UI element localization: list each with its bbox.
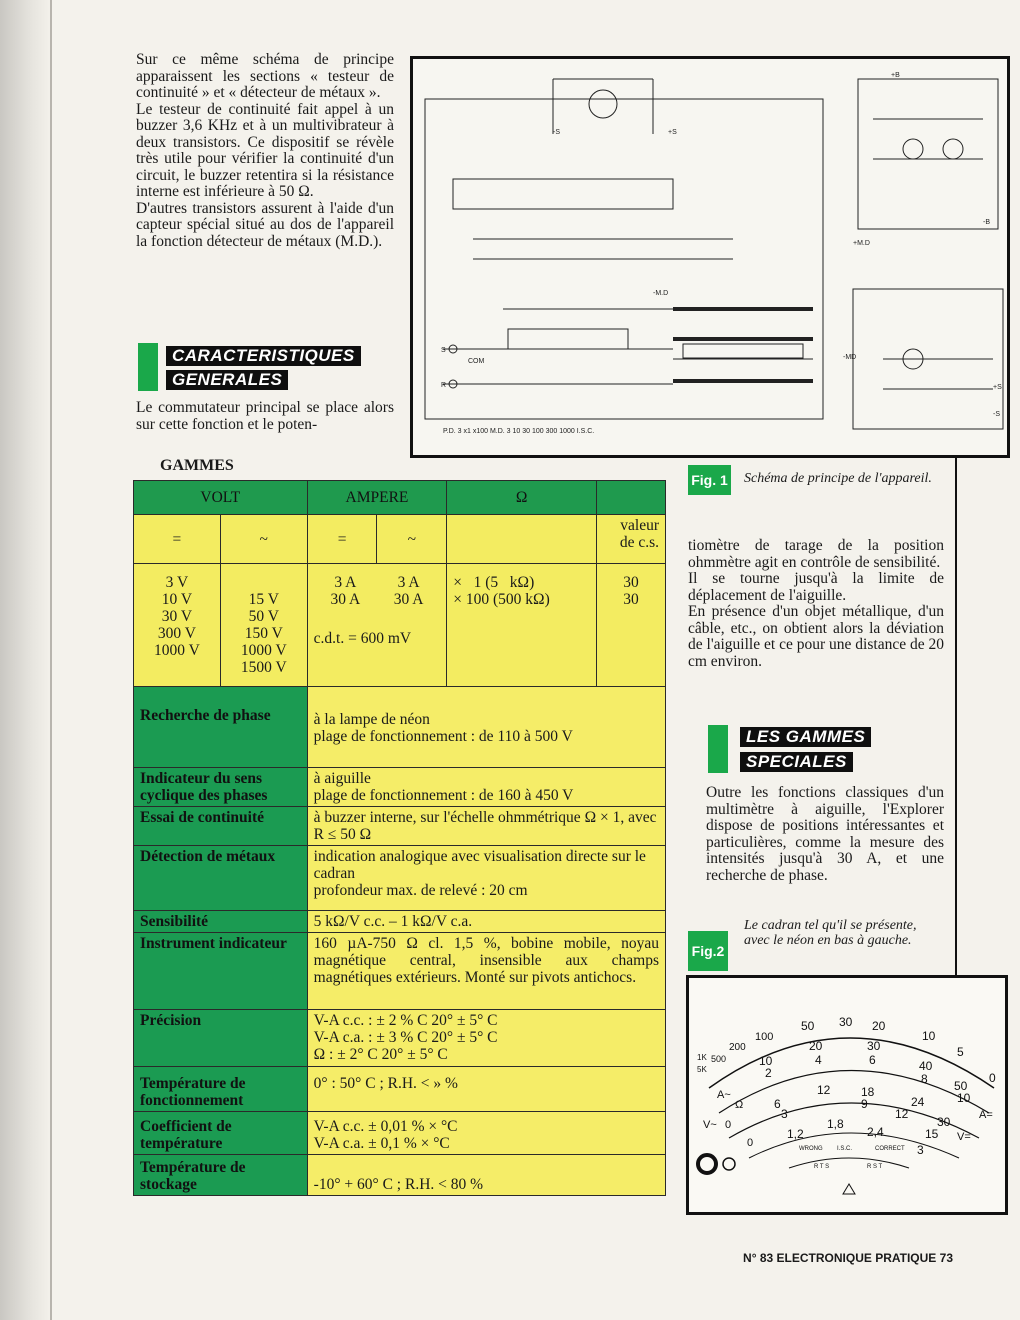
- dial-label: R T S: [814, 1164, 830, 1170]
- dial-label: CORRECT: [875, 1146, 905, 1152]
- paragraph: Sur ce même schéma de principe apparaissent les sections « testeur de continuité » et « détecteur de métaux ».: [136, 51, 394, 101]
- page-gutter: [50, 0, 52, 1320]
- schematic-label: -MD: [843, 354, 857, 361]
- row-value: à aiguille plage de fonctionnement : de 160 à 450 V: [307, 768, 665, 807]
- dial-label: 100: [755, 1031, 774, 1043]
- row-label: Sensibilité: [134, 911, 308, 933]
- paragraph: D'autres transistors assurent à l'aide d'un capteur spécial situé au dos de l'appareil la fonction détecteur de métaux (M.D.).: [136, 199, 394, 250]
- heading-line-1: CARACTERISTIQUES: [166, 346, 361, 366]
- row-value: 0° : 50° C ; R.H. < » %: [307, 1067, 665, 1112]
- schematic-label: -M.D: [653, 290, 669, 297]
- row-value: -10° + 60° C ; R.H. < 80 %: [307, 1155, 665, 1196]
- row-label: Détection de métaux: [134, 846, 308, 911]
- figure-1-tag: Fig. 1: [688, 465, 731, 495]
- header-cs: [597, 481, 666, 515]
- schematic-label: +B: [891, 72, 900, 79]
- heading-accent-bar: [138, 343, 158, 391]
- row-value: V-A c.c. : ± 2 % C 20° ± 5° C V-A c.a. : ± 3 % C 20° ± 5° C Ω : ± 2° C 20° ± 5° C: [307, 1010, 665, 1067]
- schematic-label: +M.D: [853, 240, 870, 247]
- dial-label: Ω: [735, 1099, 744, 1111]
- figure-2-dial: [686, 975, 1008, 1215]
- sub-a-dc: =: [307, 515, 377, 564]
- sub-ohm: [447, 515, 597, 564]
- schematic-label: +S: [993, 384, 1002, 391]
- heading-accent-bar: [708, 725, 728, 773]
- row-label: Essai de continuité: [134, 807, 308, 846]
- dial-label: 50: [954, 1079, 968, 1093]
- paragraph: Le commutateur principal se place alors sur cette fonction et le poten-: [136, 399, 394, 433]
- row-label: Recherche de phase: [134, 687, 308, 768]
- dial-label: 2,4: [867, 1125, 884, 1139]
- dial-label: 9: [861, 1097, 868, 1111]
- row-value: indication analogique avec visualisation directe sur le cadran profondeur max. de relevé : 20 cm: [307, 846, 665, 911]
- figure-2-tag: Fig.2: [688, 931, 728, 971]
- dial-label: 200: [729, 1042, 746, 1053]
- dial-label: 40: [919, 1059, 933, 1073]
- row-label: Température de fonctionnement: [134, 1067, 308, 1112]
- values-cdt: c.d.t. = 600 mV: [313, 630, 412, 647]
- heading-line-2: SPECIALES: [740, 752, 853, 772]
- values-a-dc: 3 A 30 A: [330, 574, 361, 608]
- schematic-label: S: [441, 347, 446, 354]
- row-label: Coefficient de température: [134, 1112, 308, 1155]
- dial-label: 8: [921, 1072, 928, 1086]
- dial-label: 3: [781, 1107, 788, 1121]
- dial-label: 0: [747, 1137, 754, 1149]
- values-cs: 30 30: [597, 564, 666, 687]
- figure-frame-line: [955, 456, 957, 976]
- sub-v-ac: ~: [220, 515, 307, 564]
- dial-label: 10: [922, 1029, 936, 1043]
- row-value: 5 kΩ/V c.c. – 1 kΩ/V c.a.: [307, 911, 665, 933]
- dial-label: 500: [711, 1054, 727, 1064]
- dial-label: 4: [815, 1053, 822, 1067]
- schematic-label: R: [441, 382, 447, 389]
- schematic-label: -B: [983, 219, 990, 226]
- row-label: Instrument indicateur: [134, 933, 308, 1010]
- dial-label: 50: [801, 1019, 815, 1033]
- header-ohm: Ω: [447, 481, 597, 515]
- column-1-text: [136, 52, 394, 250]
- binding-spine: [0, 0, 52, 1320]
- dial-label: 5: [957, 1045, 964, 1059]
- dial-label: 3: [917, 1143, 924, 1157]
- figure-2-caption: Le cadran tel qu'il se présente, avec le néon en bas à gauche.: [744, 918, 917, 948]
- row-label: Température de stockage: [134, 1155, 308, 1196]
- row-label: Précision: [134, 1010, 308, 1067]
- dial-label: 15: [925, 1127, 939, 1141]
- table-title: GAMMES: [160, 457, 234, 474]
- dial-label: I.S.C.: [837, 1146, 853, 1152]
- header-volt: VOLT: [134, 481, 308, 515]
- meter-dial: [689, 978, 1005, 1212]
- dial-label: WRONG: [799, 1146, 823, 1152]
- neon-lamp-icon: [698, 1155, 735, 1173]
- schematic-label: -S: [993, 411, 1000, 418]
- schematic-label: +S: [668, 129, 677, 136]
- dial-label: 12: [817, 1083, 831, 1097]
- section-heading-gammes-speciales: [708, 725, 948, 773]
- values-v-ac: 15 V 50 V 150 V 1000 V 1500 V: [220, 564, 307, 687]
- schematic-label: COM: [468, 358, 485, 365]
- dial-label: V~: [703, 1119, 717, 1131]
- values-ampere: [307, 564, 447, 687]
- paragraph: Outre les fonctions classiques d'un multimètre à aiguille, l'Explorer dispose de positions intéressantes et particulières, comme la mesure des intensités jusqu'à 30 A, et une recherche de phase.: [706, 784, 944, 884]
- dial-label: 18: [861, 1085, 875, 1099]
- dial-label: 20: [872, 1019, 886, 1033]
- dial-label: 5K: [697, 1065, 707, 1074]
- sub-cs: valeur de c.s.: [597, 515, 666, 564]
- warning-triangle-icon: [843, 1184, 855, 1194]
- dial-label: 10: [957, 1091, 971, 1105]
- dial-label: A=: [979, 1109, 993, 1121]
- figure-1-schematic: [410, 56, 1010, 458]
- paragraph: En présence d'un objet métallique, d'un câble, etc., on obtient alors la déviation de l'aiguille et ce pour une distance de 20 cm environ.: [688, 603, 944, 670]
- header-ampere: AMPERE: [307, 481, 447, 515]
- dial-label: 1,8: [827, 1117, 844, 1131]
- column-2-text: [688, 538, 944, 670]
- sub-a-ac: ~: [377, 515, 447, 564]
- row-value: 160 µA-750 Ω cl. 1,5 %, bobine mobile, noyau magnétique central, insensible aux champs magnétiques extérieurs. Monté sur pivots antichocs.: [307, 933, 665, 1010]
- figure-1-caption: Schéma de principe de l'appareil.: [744, 471, 932, 486]
- values-v-dc: 3 V 10 V 30 V 300 V 1000 V: [134, 564, 221, 687]
- page-footer: N° 83 ELECTRONIQUE PRATIQUE 73: [743, 1251, 953, 1265]
- dial-label: 10: [759, 1054, 773, 1068]
- section-heading-caracteristiques: [138, 343, 398, 391]
- heading-line-1: LES GAMMES: [740, 727, 871, 747]
- values-a-ac: 3 A 30 A: [393, 574, 424, 608]
- row-value: à buzzer interne, sur l'échelle ohmmétrique Ω × 1, avec R ≤ 50 Ω: [307, 807, 665, 846]
- dial-label: 6: [774, 1097, 781, 1111]
- heading-line-2: GENERALES: [166, 370, 288, 390]
- dial-label: 30: [839, 1015, 853, 1029]
- dial-label: 0: [989, 1071, 996, 1085]
- dial-label: A~: [717, 1089, 731, 1101]
- row-label: Indicateur du sens cyclique des phases: [134, 768, 308, 807]
- dial-label: 6: [869, 1053, 876, 1067]
- dial-label: 30: [937, 1115, 951, 1129]
- dial-label: 20: [809, 1039, 823, 1053]
- paragraph: Il se tourne jusqu'à la limite de déplacement de l'aiguille.: [688, 570, 944, 604]
- schematic-bottom-labels: P.D. 3 x1 x100 M.D. 3 10 30 100 300 1000 I.S.C.: [443, 428, 595, 435]
- dial-label: 2: [765, 1066, 772, 1080]
- circuit-diagram: [413, 59, 1007, 455]
- dial-label: 30: [867, 1039, 881, 1053]
- dial-label: 1,2: [787, 1127, 804, 1141]
- paragraph: Le testeur de continuité fait appel à un buzzer 3,6 KHz et à un multivibrateur à deux transistors. Ce dispositif se révèle très utile pour vérifier la continuité d'un circuit, le buzzer retentira si la résistance interne est inférieure à 50 Ω.: [136, 100, 394, 200]
- paragraph: tiomètre de tarage de la position ohmmètre agit en contrôle de sensibilité.: [688, 537, 944, 571]
- row-value: V-A c.c. ± 0,01 % × °C V-A c.a. ± 0,1 % × °C: [307, 1112, 665, 1155]
- values-ohm: × 1 (5 kΩ) × 100 (500 kΩ): [447, 564, 597, 687]
- dial-label: 0: [725, 1119, 732, 1131]
- dial-label: R S T: [867, 1164, 883, 1170]
- row-value: à la lampe de néon plage de fonctionnement : de 110 à 500 V: [307, 687, 665, 768]
- sub-v-dc: =: [134, 515, 221, 564]
- dial-label: 24: [911, 1095, 925, 1109]
- dial-label: 12: [895, 1107, 909, 1121]
- dial-label: 1K: [697, 1053, 707, 1062]
- dial-label: V=: [957, 1131, 971, 1143]
- specifications-table: [133, 480, 666, 1196]
- schematic-label: -S: [553, 129, 560, 136]
